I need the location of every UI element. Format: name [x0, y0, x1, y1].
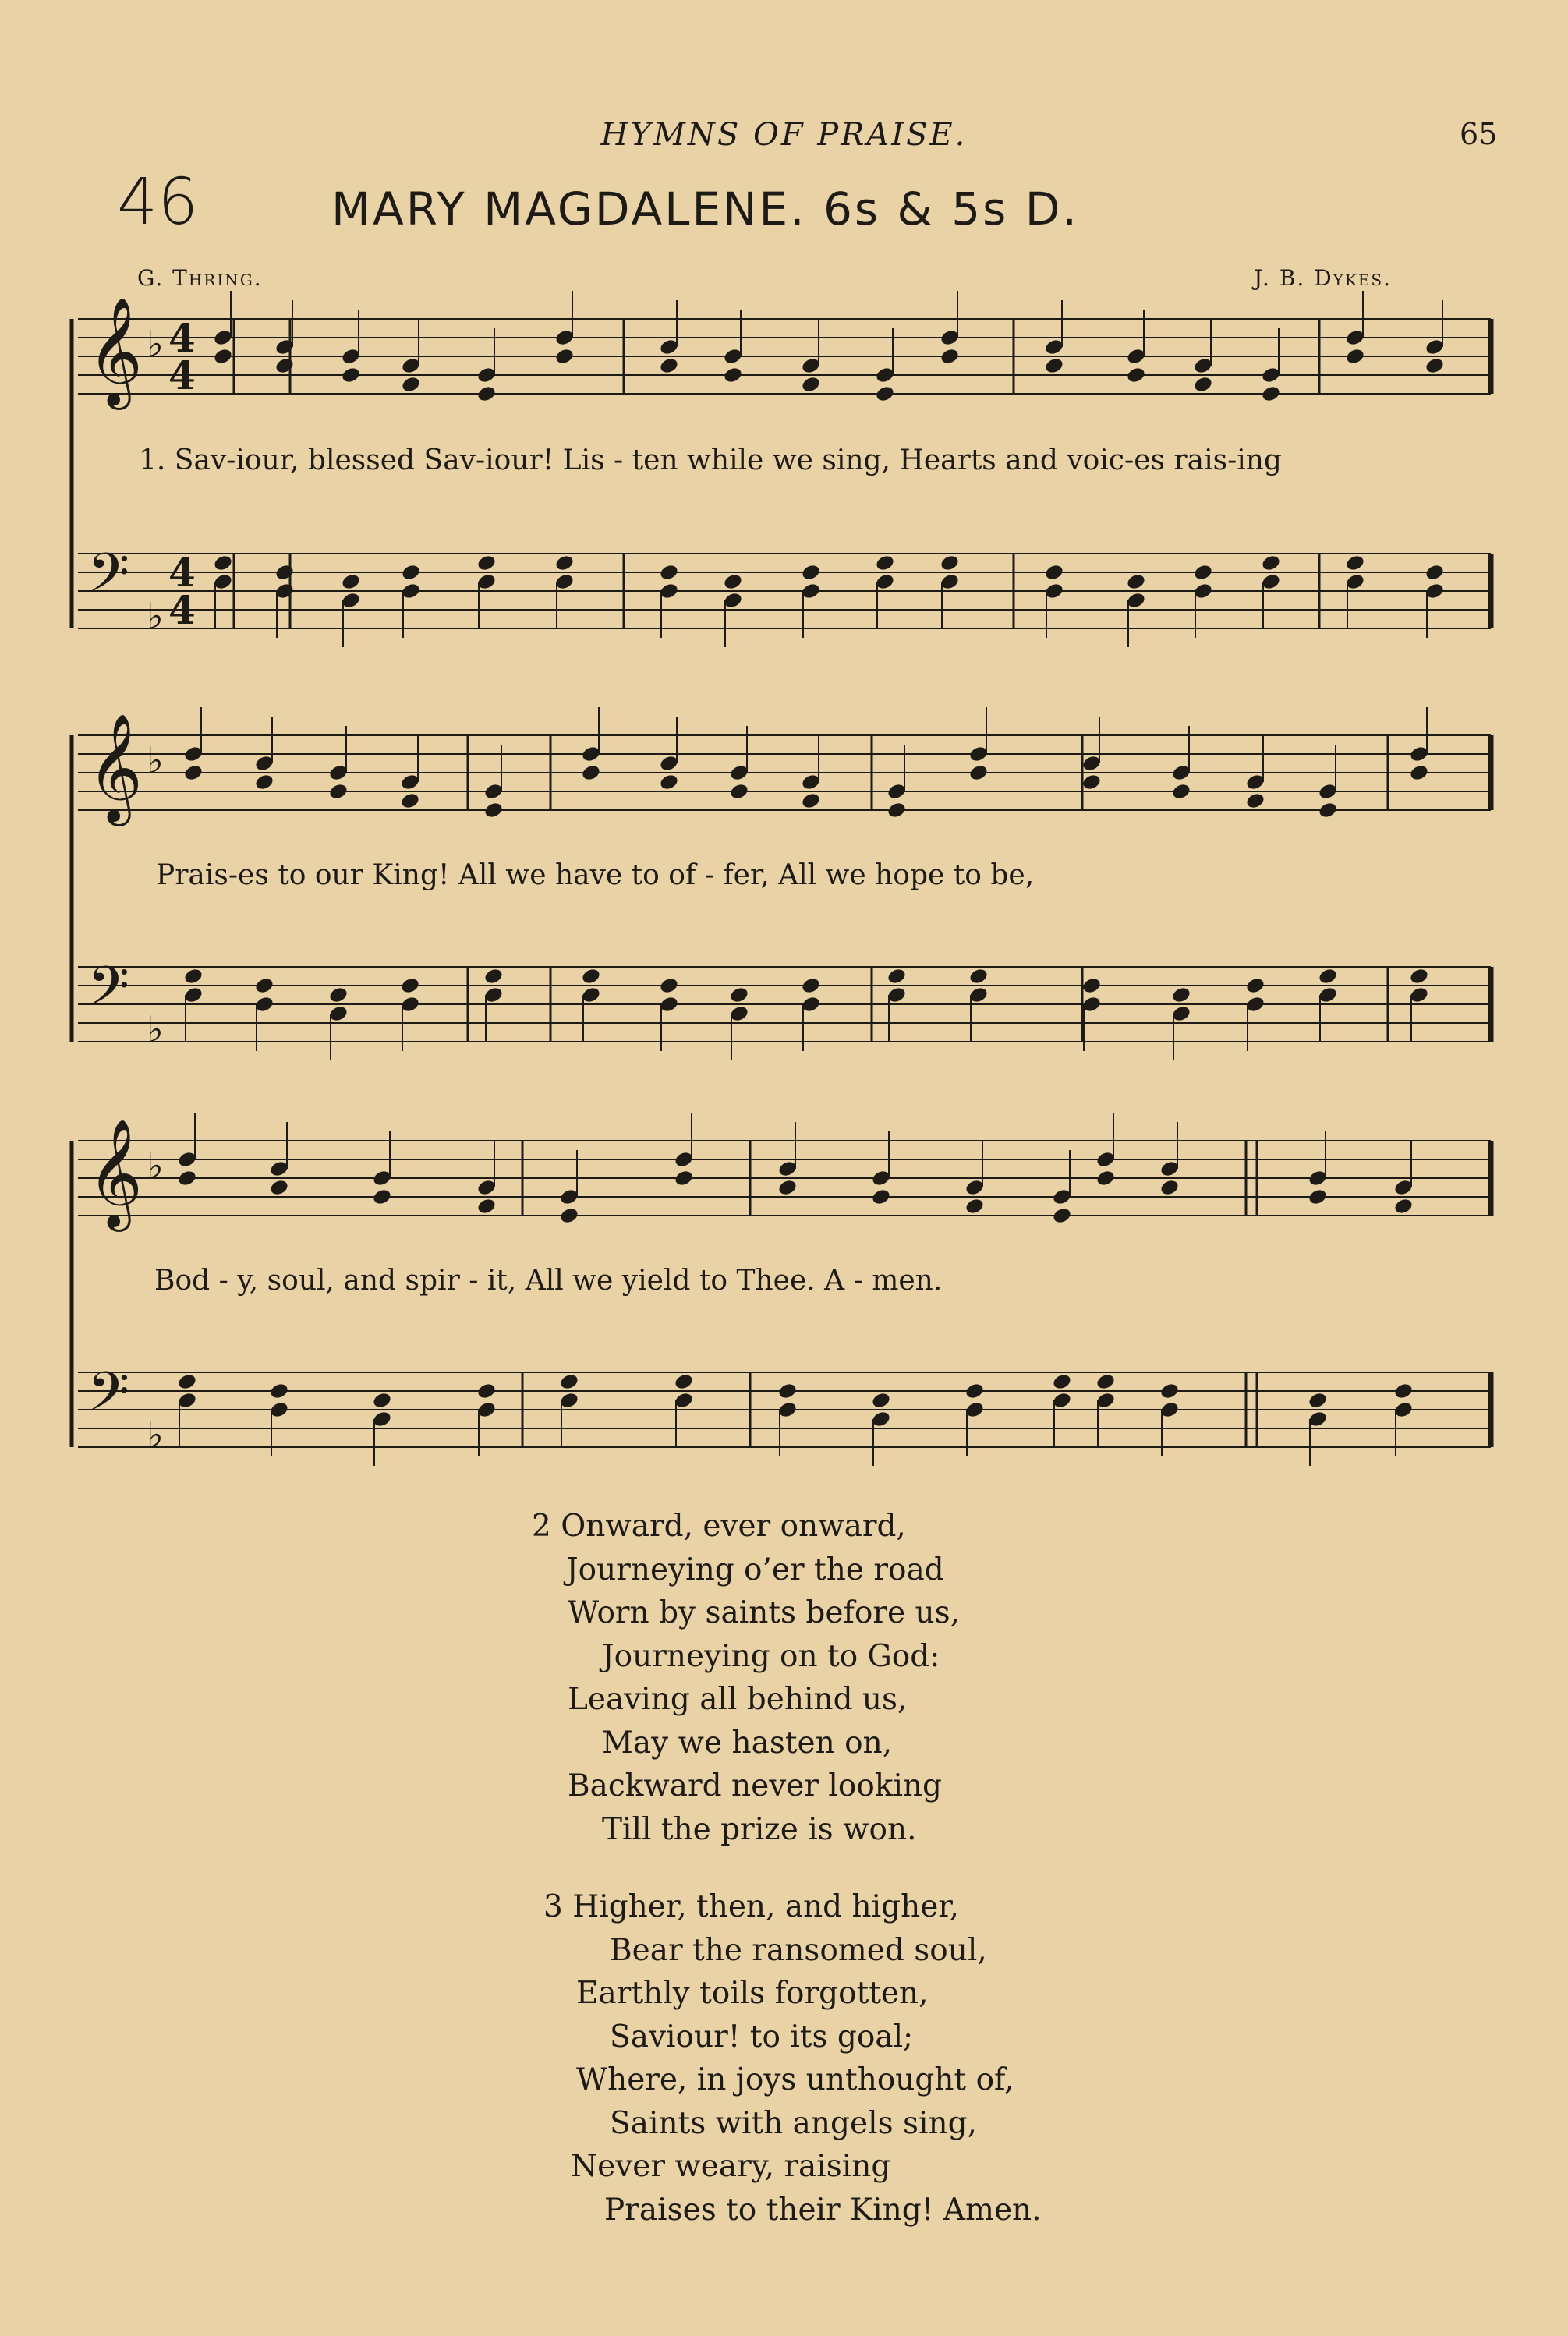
- note-head: [341, 366, 362, 384]
- note-head: [729, 986, 750, 1004]
- note-head: [1409, 967, 1430, 986]
- note-head: [729, 782, 750, 801]
- note-head: [659, 563, 680, 582]
- note-head: [1425, 563, 1446, 582]
- hymn-title: MARY MAGDALENE. 6s & 5s D.: [331, 182, 1079, 235]
- hymn-number: 46: [117, 165, 199, 239]
- note-head: [401, 375, 422, 394]
- note-head: [940, 554, 961, 572]
- flat-sign: ♭: [147, 1414, 164, 1456]
- note-head: [274, 563, 296, 582]
- hymn-author: G. Thring.: [137, 265, 263, 291]
- note-head: [213, 554, 234, 572]
- note-head: [328, 782, 349, 801]
- flat-sign: ♭: [147, 739, 164, 781]
- note-head: [871, 1391, 892, 1410]
- note-head: [723, 366, 744, 384]
- page-number: 65: [1460, 117, 1498, 151]
- note-head: [887, 801, 908, 819]
- note-head: [1193, 563, 1214, 582]
- note-head: [968, 967, 989, 986]
- note-head: [372, 1391, 393, 1410]
- stanza-line: Worn by saints before us,: [568, 1595, 961, 1630]
- note-head: [328, 986, 349, 1004]
- note-head: [801, 976, 822, 995]
- note-head: [723, 572, 744, 591]
- flat-sign: ♭: [147, 1145, 164, 1187]
- note-head: [559, 1206, 580, 1225]
- note-head: [1345, 347, 1366, 366]
- note-head: [1095, 1169, 1117, 1187]
- note-head: [940, 347, 961, 366]
- stanza-line: Saviour! to its goal;: [610, 2019, 914, 2055]
- note-head: [965, 1382, 986, 1400]
- note-head: [674, 1169, 695, 1187]
- note-head: [213, 347, 234, 366]
- note-head: [1308, 1187, 1329, 1206]
- flat-sign: ♭: [147, 595, 164, 637]
- stanza-line: Leaving all behind us,: [568, 1682, 908, 1717]
- note-head: [801, 563, 822, 582]
- time-signature: 4: [168, 352, 196, 398]
- note-head: [1393, 1382, 1414, 1400]
- note-head: [1409, 763, 1430, 782]
- note-head: [777, 1382, 798, 1400]
- note-head: [1245, 791, 1266, 810]
- note-head: [968, 763, 989, 782]
- note-head: [1081, 976, 1103, 995]
- note-head: [1081, 773, 1103, 791]
- note-head: [659, 773, 680, 791]
- stanza-number: 2: [532, 1509, 551, 1544]
- note-head: [1095, 1372, 1117, 1391]
- note-head: [1126, 572, 1147, 591]
- note-head: [801, 375, 822, 394]
- note-head: [659, 356, 680, 375]
- stanza-line: 2 Onward, ever onward,: [532, 1509, 906, 1544]
- note-head: [476, 1382, 497, 1400]
- note-head: [254, 976, 275, 995]
- stanza-line: Saints with angels sing,: [610, 2105, 977, 2141]
- note-head: [1318, 801, 1339, 819]
- note-head: [254, 773, 275, 791]
- treble-clef: 𝄞: [87, 1119, 143, 1227]
- note-head: [554, 554, 575, 572]
- note-head: [483, 801, 504, 819]
- stanza-2: [532, 1505, 960, 1851]
- note-head: [965, 1197, 986, 1216]
- note-head: [1159, 1382, 1180, 1400]
- stanza-line: May we hasten on,: [602, 1725, 893, 1761]
- note-head: [801, 791, 822, 810]
- note-head: [400, 976, 421, 995]
- lyric-line-1: 1. Sav-iour, blessed Sav-iour! Lis - ten while we sing, Hearts and voic-es rais-ing: [139, 444, 1282, 476]
- stanza-line: 3 Higher, then, and higher,: [543, 1889, 960, 1924]
- treble-clef: 𝄞: [87, 713, 143, 822]
- note-head: [1261, 554, 1282, 572]
- note-head: [777, 1178, 798, 1197]
- note-head: [401, 563, 422, 582]
- note-head: [269, 1178, 290, 1197]
- note-head: [1171, 782, 1192, 801]
- flat-sign: ♭: [147, 1008, 164, 1050]
- note-head: [1245, 976, 1266, 995]
- note-head: [1044, 356, 1065, 375]
- note-head: [1193, 375, 1214, 394]
- note-head: [887, 967, 908, 986]
- time-signature: 4: [168, 315, 196, 361]
- note-head: [400, 791, 421, 810]
- note-head: [1159, 1178, 1180, 1197]
- note-head: [674, 1372, 695, 1391]
- note-head: [581, 763, 602, 782]
- note-head: [659, 976, 680, 995]
- note-head: [372, 1187, 393, 1206]
- stanza-line: Backward never looking: [568, 1768, 942, 1803]
- stanza-line: Praises to their King! Amen.: [604, 2192, 1042, 2228]
- note-head: [1261, 384, 1282, 403]
- note-head: [1052, 1372, 1073, 1391]
- stanza-line: Bear the ransomed soul,: [610, 1932, 987, 1968]
- hymn-composer: J. B. Dykes.: [1254, 265, 1393, 291]
- stanza-line: Where, in joys unthought of,: [576, 2062, 1014, 2097]
- note-head: [476, 554, 497, 572]
- flat-sign: ♭: [147, 323, 164, 365]
- stanza-3: [543, 1885, 1042, 2232]
- time-signature: 4: [168, 587, 196, 633]
- note-head: [875, 554, 896, 572]
- note-head: [1171, 986, 1192, 1004]
- note-head: [559, 1372, 580, 1391]
- lyric-line-3: Bod - y, soul, and spir - it, All we yield to Thee. A - men.: [154, 1265, 943, 1297]
- note-head: [1044, 563, 1065, 582]
- note-head: [1393, 1197, 1414, 1216]
- note-head: [183, 763, 204, 782]
- stanza-number: 3: [543, 1889, 563, 1924]
- stanza-line: Never weary, raising: [571, 2149, 891, 2184]
- note-head: [183, 967, 204, 986]
- note-head: [875, 384, 896, 403]
- note-head: [581, 967, 602, 986]
- note-head: [177, 1372, 198, 1391]
- note-head: [476, 1197, 497, 1216]
- note-head: [269, 1382, 290, 1400]
- note-head: [1308, 1391, 1329, 1410]
- note-head: [1126, 366, 1147, 384]
- note-head: [341, 572, 362, 591]
- note-head: [274, 356, 296, 375]
- stanza-line: Journeying o’er the road: [566, 1552, 944, 1587]
- time-signature: 4: [168, 550, 196, 596]
- stanza-line: Journeying on to God:: [602, 1638, 940, 1674]
- note-head: [483, 967, 504, 986]
- note-head: [554, 347, 575, 366]
- note-head: [1052, 1206, 1073, 1225]
- bass-clef: 𝄢: [87, 1360, 130, 1436]
- note-head: [1318, 967, 1339, 986]
- treble-clef: 𝄞: [87, 297, 143, 405]
- note-head: [871, 1187, 892, 1206]
- note-head: [1425, 356, 1446, 375]
- stanza-line: Earthly toils forgotten,: [576, 1976, 929, 2011]
- stanza-line: Till the prize is won.: [602, 1811, 917, 1847]
- lyric-line-2: Prais-es to our King! All we have to of - fer, All we hope to be,: [156, 859, 1035, 891]
- bass-clef: 𝄢: [87, 954, 130, 1031]
- note-head: [1345, 554, 1366, 572]
- bass-clef: 𝄢: [87, 541, 130, 618]
- running-title: HYMNS OF PRAISE.: [600, 117, 968, 153]
- note-head: [476, 384, 497, 403]
- note-head: [177, 1169, 198, 1187]
